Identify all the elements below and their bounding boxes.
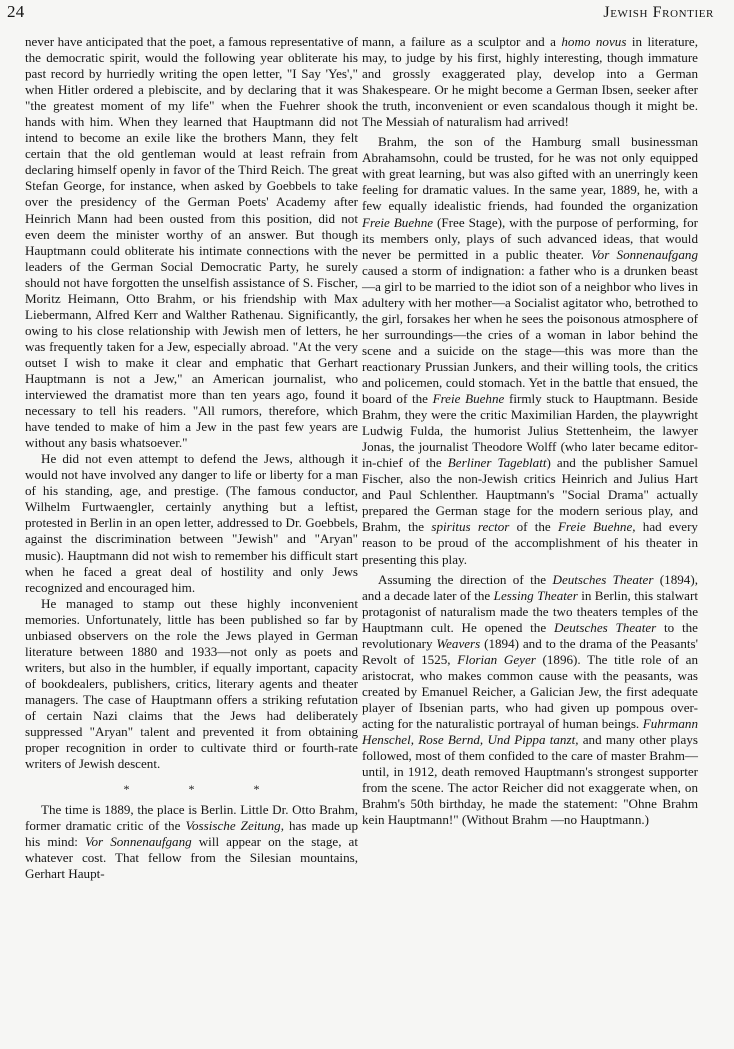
paragraph: The time is 1889, the place is Berlin. Little Dr. Otto Brahm, former dramatic critic of the Vossische Zeitung, has made up his mind: Vor Sonnenaufgang will appear on the stage, at whatever cost. That fellow from the Silesian mountains, Gerhart Haupt- bbox=[25, 802, 358, 882]
paragraph: Assuming the direction of the Deutsches Theater (1894), and a decade later of the Lessing Theater in Berlin, this stalwart protagonist of naturalism made the two theaters temples of the Hauptmann cult. He opened the Deutsches Theater to the revolutionary Weavers (1894) and to the drama of the Peasants' Revolt of 1525, Florian Geyer (1896). The title role of an aristocrat, who makes common cause with the peasants, was created by Emanuel Reicher, a Galician Jew, the first adequate player of Ibsenian parts, who had given up pompous over-acting for the naturalistic portrayal of human beings. Fuhrmann Henschel, Rose Bernd, Und Pippa tanzt, and many other plays followed, most of them confided to the care of master Brahm—until, in 1912, death removed Hauptmann's strongest supporter from the scene. The actor Reicher did not exaggerate when, on Brahm's 50th birthday, he made the statement: "Ohne Brahm kein Hauptmann!" (Without Brahm —no Hauptmann.) bbox=[362, 571, 698, 828]
paragraph: Brahm, the son of the Hamburg small businessman Abrahamsohn, could be trusted, for he was not only equipped with great learning, but was also gifted with an unerringly keen feeling for dramatic values. In the same year, 1889, he, with a few equally idealistic friends, had founded the organization Freie Buehne (Free Stage), with the purpose of performing, for its members only, plays of such advanced ideas, that would never be permitted in a public theater. Vor Sonnenaufgang caused a storm of indignation: a father who is a drunken beast—a girl to be married to the idiot son of a neighbor who lives in adultery with her mother—a Socialist agitator who, betrothed to the girl, forsakes her when he sees the poisonous atmosphere of her surroundings—the cries of a woman in labor behind the scene and a suicide on the stage—this was more than the reactionary Prussian Junkers, and their willing tools, the critics and policemen, could stomach. Yet in the battle that ensued, the board of the Freie Buehne firmly stuck to Hauptmann. Beside Brahm, they were the critic Maximilian Harden, the playwright Ludwig Fulda, the humorist Julius Stettenheim, the lawyer Jonas, the journalist Theodore Wolff (who later became editor-in-chief of the Berliner Tageblatt) and the publisher Samuel Fischer, also the non-Jewish critics Heinrich and Julius Hart and Paul Schlenther. Hauptmann's "Social Drama" actually prepared the German stage for the modern serious play, and Brahm, the spiritus rector of the Freie Buehne, had every reason to be proud of the accomplishment of his theater in presenting this play. bbox=[362, 134, 699, 567]
paragraph-continued: mann, a failure as a sculptor and a homo novus in literature, may, to judge by his first, highly interesting, though immature and grossly exaggerated play, develop into a German Shakespeare. Or he might become a German Ibsen, seeker after the truth, inconvenient or even scandalous though it might be. The Messiah of naturalism had arrived! bbox=[362, 34, 698, 130]
paragraph: He did not even attempt to defend the Jews, although it would not have involved any danger to life or liberty for a man of his standing, age, and prestige. (The famous conductor, Wilhelm Furtwaengler, certainly anything but a leftist, protested in Berlin in an open letter, addressed to Dr. Goebbels, against the discrimination between "Jewish" and "Aryan" music). Hauptmann did not wish to remember his difficult start when he faced a great deal of hostility and only Jews recognized and encouraged him. bbox=[25, 451, 358, 595]
running-header bbox=[0, 0, 734, 26]
right-column bbox=[362, 34, 698, 828]
section-break: * * * bbox=[123, 782, 288, 797]
newspaper-title: Vossische Zeitung bbox=[185, 818, 281, 834]
journal-title: Jewish Frontier bbox=[603, 4, 714, 21]
paragraph-continued: never have anticipated that the poet, a famous representative of the democratic spirit, would the following year obliterate his past record by hurriedly writing the open letter, "I Say 'Yes'," when Hitler ordered a plebiscite, and by declaring that it was "the greatest moment of my life" when the Fuehrer shook hands with him. When they learned that Hauptmann did not intend to become an exile like the brothers Mann, they felt certain that the old gentleman would at least refrain from declaring himself openly in favor of the Third Reich. The great Stefan George, for instance, when asked by Goebbels to take over the presidency of the German Poets' Academy after Heinrich Mann had been ousted from this position, did not even deem the minister worthy of an answer. But though Hauptmann could obliterate his intimate connections with the leaders of the German Social Democratic Party, he surely should not have forgotten the unselfish assistance of S. Fischer, Moritz Heimann, Otto Brahm, or his friendship with Max Liebermann, Alfred Kerr and Walther Rathenau. Significantly, owing to his close relationship with Jewish men of letters, he was frequently taken for a Jew, especially abroad. "At the very outset I wish to make it clear and emphatic that Gerhart Hauptmann is not a Jew," an American journalist, who interviewed the dramatist more than ten years ago, found it necessary to tell his readers. "All rumors, therefore, which have tended to make of him a Jew in the past few years are without any basis whatsoever." bbox=[25, 34, 358, 451]
left-column bbox=[25, 34, 358, 882]
paragraph: He managed to stamp out these highly inconvenient memories. Unfortunately, little has been published so far by unbiased observers on the role the Jews played in German literature between 1880 and 1933—not only as poets and writers, but also in the humbler, if equally important, capacity of bookdealers, publishers, critics, literary agents and theater managers. The case of Hauptmann offers a striking refutation of certain Nazi claims that the Jews had deliberately suppressed "Aryan" talent and prevented it from obtaining proper recognition in order to cultivate third or fourth-rate writers of Jewish descent. bbox=[25, 595, 358, 772]
page-number: 24 bbox=[7, 2, 25, 21]
play-title: Vor Sonnenaufgang bbox=[84, 834, 192, 850]
